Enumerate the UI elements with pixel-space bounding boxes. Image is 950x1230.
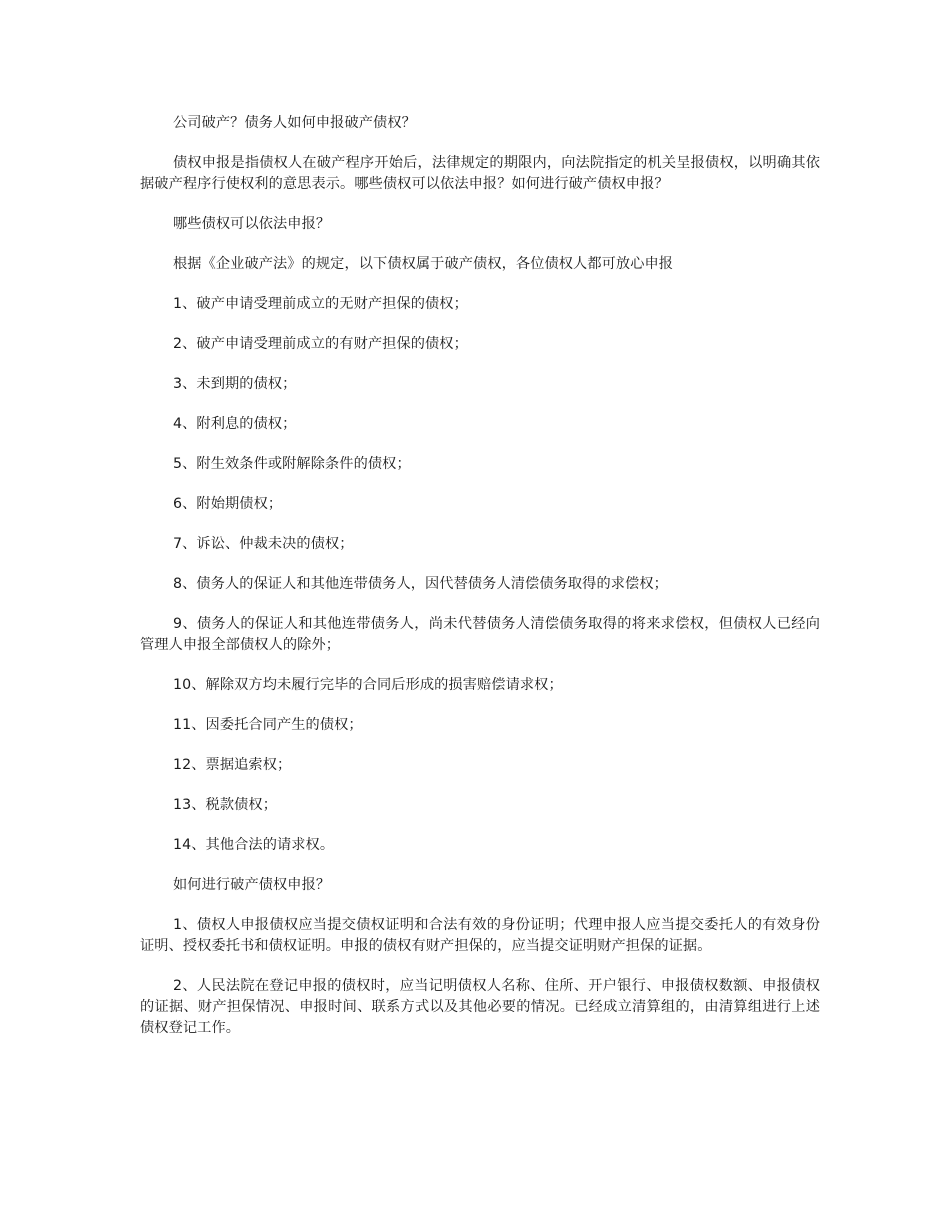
section-heading-claims: 哪些债权可以依法申报？	[173, 216, 331, 232]
claim-list-item: 11、因委托合同产生的债权；	[173, 717, 363, 733]
claim-list-item: 5、附生效条件或附解除条件的债权；	[173, 456, 411, 472]
claim-list-item: 6、附始期债权；	[173, 496, 283, 512]
claim-list-item: 4、附利息的债权；	[173, 416, 297, 432]
claim-list-item: 3、未到期的债权；	[173, 376, 297, 392]
procedure-list-item: 2、人民法院在登记申报的债权时，应当记明债权人名称、住所、开户银行、申报债权数额、申报债权的证据、财产担保情况、申报时间、联系方式以及其他必要的情况。已经成立清算组的，由清算组进行上述债权登记工作。	[140, 978, 820, 1036]
claim-list-item: 2、破产申请受理前成立的有财产担保的债权；	[173, 336, 468, 352]
section-heading-procedure: 如何进行破产债权申报？	[173, 877, 331, 893]
document-page	[140, 113, 820, 1058]
article-title: 公司破产？债务人如何申报破产债权？	[173, 115, 416, 131]
claim-list-item: 10、解除双方均未履行完毕的合同后形成的损害赔偿请求权；	[173, 677, 563, 693]
intro-paragraph: 债权申报是指债权人在破产程序开始后，法律规定的期限内，向法院指定的机关呈报债权，以明确其依据破产程序行使权利的意思表示。哪些债权可以依法申报？如何进行破产债权申报？	[140, 155, 820, 192]
claim-list-item: 12、票据追索权；	[173, 757, 292, 773]
claim-list-item: 14、其他合法的请求权。	[173, 837, 335, 853]
legal-basis-paragraph: 根据《企业破产法》的规定，以下债权属于破产债权，各位债权人都可放心申报	[173, 256, 674, 272]
claim-list-item: 8、债务人的保证人和其他连带债务人，因代替债务人清偿债务取得的求偿权；	[173, 576, 668, 592]
claim-list-item: 9、债务人的保证人和其他连带债务人，尚未代替债务人清偿债务取得的将来求偿权，但债权人已经向管理人申报全部债权人的除外；	[140, 616, 820, 653]
claim-list-item: 13、税款债权；	[173, 797, 277, 813]
claim-list-item: 1、破产申请受理前成立的无财产担保的债权；	[173, 296, 468, 312]
procedure-list-item: 1、债权人申报债权应当提交债权证明和合法有效的身份证明；代理申报人应当提交委托人的有效身份证明、授权委托书和债权证明。申报的债权有财产担保的，应当提交证明财产担保的证据。	[140, 917, 820, 954]
claim-list-item: 7、诉讼、仲裁未决的债权；	[173, 536, 354, 552]
